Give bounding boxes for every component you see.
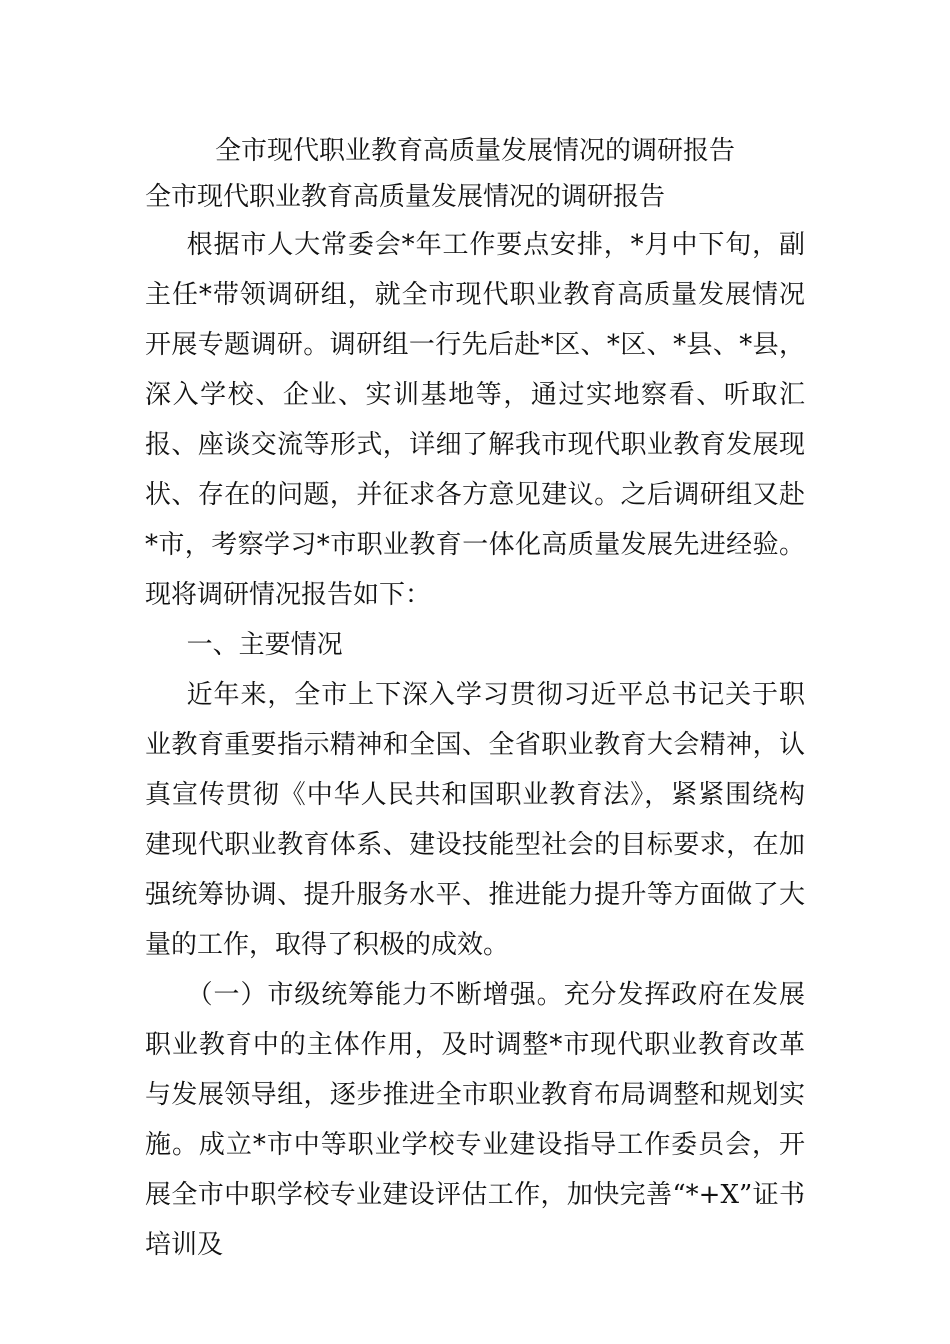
paragraph-overview: 近年来，全市上下深入学习贯彻习近平总书记关于职业教育重要指示精神和全国、全省职业教育大会精神，认真宣传贯彻《中华人民共和国职业教育法》，紧紧围绕构建现代职业教育体系、建设技能型社会的目标要求，在加强统筹协调、提升服务水平、推进能力提升等方面做了大量的工作，取得了积极的成效。: [145, 680, 805, 960]
document-title: 全市现代职业教育高质量发展情况的调研报告: [214, 136, 735, 166]
section-heading-main-situation: 一、主要情况: [186, 630, 343, 660]
paragraph-municipal-coordination: （一）市级统筹能力不断增强。充分发挥政府在发展职业教育中的主体作用，及时调整*市现代职业教育改革与发展领导组，逐步推进全市职业教育布局调整和规划实施。成立*市中等职业学校专业建设指导工作委员会，开展全市中职学校专业建设评估工作，加快完善“*+X”证书培训及: [145, 980, 805, 1260]
paragraph-intro: 根据市人大常委会*年工作要点安排，*月中下旬，副主任*带领调研组，就全市现代职业教育高质量发展情况开展专题调研。调研组一行先后赴*区、*区、*县、*县，深入学校、企业、实训基地等，通过实地察看、听取汇报、座谈交流等形式，详细了解我市现代职业教育发展现状、存在的问题，并征求各方意见建议。之后调研组又赴*市，考察学习*市职业教育一体化高质量发展先进经验。现将调研情况报告如下：: [145, 230, 805, 610]
document-subtitle: 全市现代职业教育高质量发展情况的调研报告: [145, 182, 666, 212]
